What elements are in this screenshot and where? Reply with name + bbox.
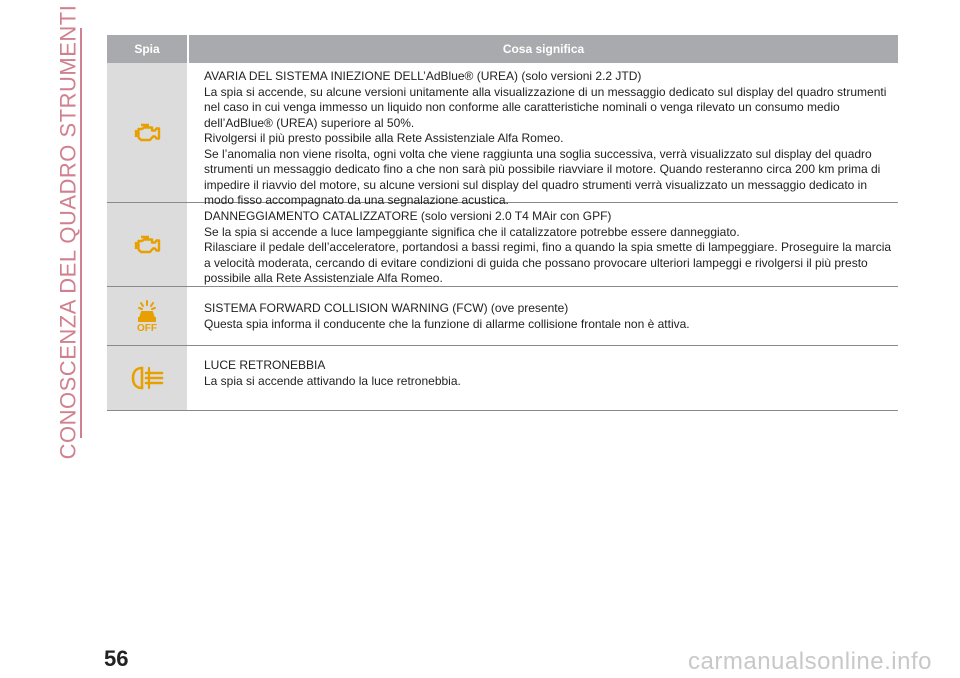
table-row	[107, 287, 898, 346]
row-paragraph: La spia si accende attivando la luce retronebbia.	[204, 373, 461, 388]
watermark: carmanualsonline.info	[688, 648, 932, 675]
page-number: 56	[104, 646, 129, 671]
row-title: DANNEGGIAMENTO CATALIZZATORE (solo versioni 2.0 T4 MAir con GPF)	[204, 209, 612, 223]
collision-off-label: OFF	[137, 323, 157, 333]
row-paragraph: Se la spia si accende a luce lampeggiante significa che il catalizzatore potrebbe essere danneggiato.	[204, 224, 740, 239]
row-title: LUCE RETRONEBBIA	[204, 358, 326, 372]
row-paragraph: Questa spia informa il conducente che la funzione di allarme collisione frontale non è attiva.	[204, 316, 690, 331]
row-paragraph: Rilasciare il pedale dell’acceleratore, portandosi a bassi regimi, fino a quando la spia smette di lampeggiare. Proseguire la marcia a velocità moderata, cercando di evitare condizioni di guida che possano provocare ulteriori lampeggi e rivolgersi il più presto possibile alla Rete Assistenziale Alfa Romeo.	[204, 240, 892, 285]
table-header	[107, 35, 898, 63]
row-icon-cell	[107, 346, 188, 410]
row-paragraph: Rivolgersi il più presto possibile alla Rete Assistenziale Alfa Romeo.	[204, 131, 564, 145]
collision-off-icon	[131, 299, 163, 333]
side-section-title: CONOSCENZA DEL QUADRO STRUMENTI	[55, 4, 81, 460]
row-title: SISTEMA FORWARD COLLISION WARNING (FCW) (ove presente)	[204, 301, 569, 315]
row-paragraph: La spia si accende, su alcune versioni unitamente alla visualizzazione di un messaggio dedicato sul display del quadro strumenti nel caso in cui venga immesso un liquido non conforme alle caratteristiche nominali o venga rilevato un consumo medio dell’AdBlue® (UREA) superiore al 50%.	[204, 84, 887, 130]
table-row	[107, 346, 898, 411]
engine-icon	[132, 234, 162, 256]
row-icon-cell	[107, 287, 188, 345]
row-icon-cell	[107, 63, 188, 202]
row-description	[188, 203, 898, 286]
row-paragraph: Se l’anomalia non viene risolta, ogni volta che viene raggiunta una soglia successiva, verrà visualizzato sul display del quadro strumenti un messaggio dedicato fino a che non sarà più possibile riavviare il motore. Quando resteranno circa 200 km prima di impedire il riavvio del motore, su alcune versioni sul display del quadro strumenti verrà visualizzato un messaggio dedicato in modo fisso accompagnato da una segnalazione acustica.	[204, 146, 881, 207]
header-spia: Spia	[134, 42, 160, 56]
warning-lights-table	[107, 35, 898, 411]
row-description	[188, 287, 898, 345]
table-row	[107, 203, 898, 287]
row-description	[188, 346, 898, 410]
rear-fog-icon	[129, 365, 165, 391]
header-cosa-significa: Cosa significa	[187, 35, 898, 63]
table-row	[107, 63, 898, 207]
row-title: AVARIA DEL SISTEMA INIEZIONE DELL’AdBlue® (UREA) (solo versioni 2.2 JTD)	[204, 69, 642, 83]
row-icon-cell	[107, 203, 188, 286]
engine-icon	[132, 122, 162, 144]
side-divider	[80, 28, 82, 438]
row-description	[188, 63, 898, 207]
